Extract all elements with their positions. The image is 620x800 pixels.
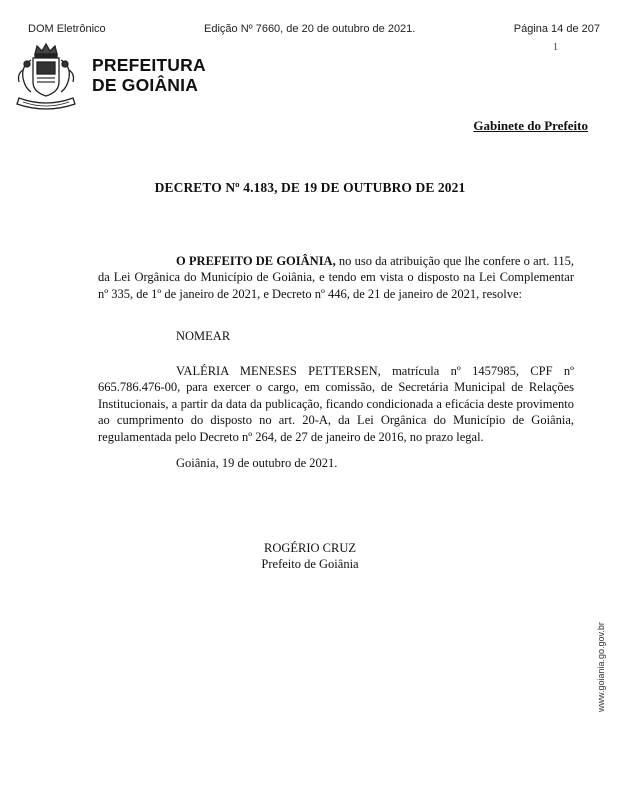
preamble-text: no uso da atribuição que lhe confere o art. 115, da Lei Orgânica do Município de Goiânia, e tendo em vista o disposto na Lei Complementar nº 335, de 1º de janeiro de 2021, e Decreto nº 446, de 21 de janeiro de 2021, resolve: (98, 254, 575, 301)
city-logo-wordmark (92, 55, 206, 95)
appointment-paragraph (98, 363, 574, 445)
preamble-paragraph (98, 253, 574, 302)
edition-info: Edição Nº 7660, de 20 de outubro de 2021. (204, 23, 416, 35)
logo-line-2: DE GOIÂNIA (92, 75, 199, 95)
appointment-text: VALÉRIA MENESES PETTERSEN, matrícula nº 1457985, CPF nº 665.786.476-00, para exercer o cargo, em comissão, de Secretária Municipal de Relações Institucionais, a partir da data da publicação, ficando condicionada a eficácia deste provimento ao cumprimento do disposto no art. 20-A, da Lei Orgânica do Município de Goiânia, regulamentada pelo Decreto nº 264, de 27 de janeiro de 2016, no prazo legal. (98, 364, 574, 444)
action-word: NOMEAR (176, 329, 231, 343)
signature-block (235, 540, 385, 572)
sheet-number: 1 (553, 42, 558, 53)
logo-line-1: PREFEITURA (92, 55, 206, 75)
decree-title: DECRETO Nº 4.183, DE 19 DE OUTUBRO DE 2021 (154, 180, 466, 195)
page-number: Página 14 de 207 (513, 23, 600, 35)
signer-title: Prefeito de Goiânia (261, 557, 359, 571)
side-website-url: www.goiania.go.gov.br (596, 622, 606, 712)
department-heading: Gabinete do Prefeito (473, 118, 588, 133)
publication-name: DOM Eletrônico (28, 23, 106, 35)
date-place: Goiânia, 19 de outubro de 2021. (176, 456, 338, 470)
page-header (0, 23, 620, 37)
coat-of-arms-icon (9, 40, 83, 114)
signer-name: ROGÉRIO CRUZ (263, 541, 357, 555)
mayor-heading: O PREFEITO DE GOIÂNIA, (176, 254, 336, 268)
